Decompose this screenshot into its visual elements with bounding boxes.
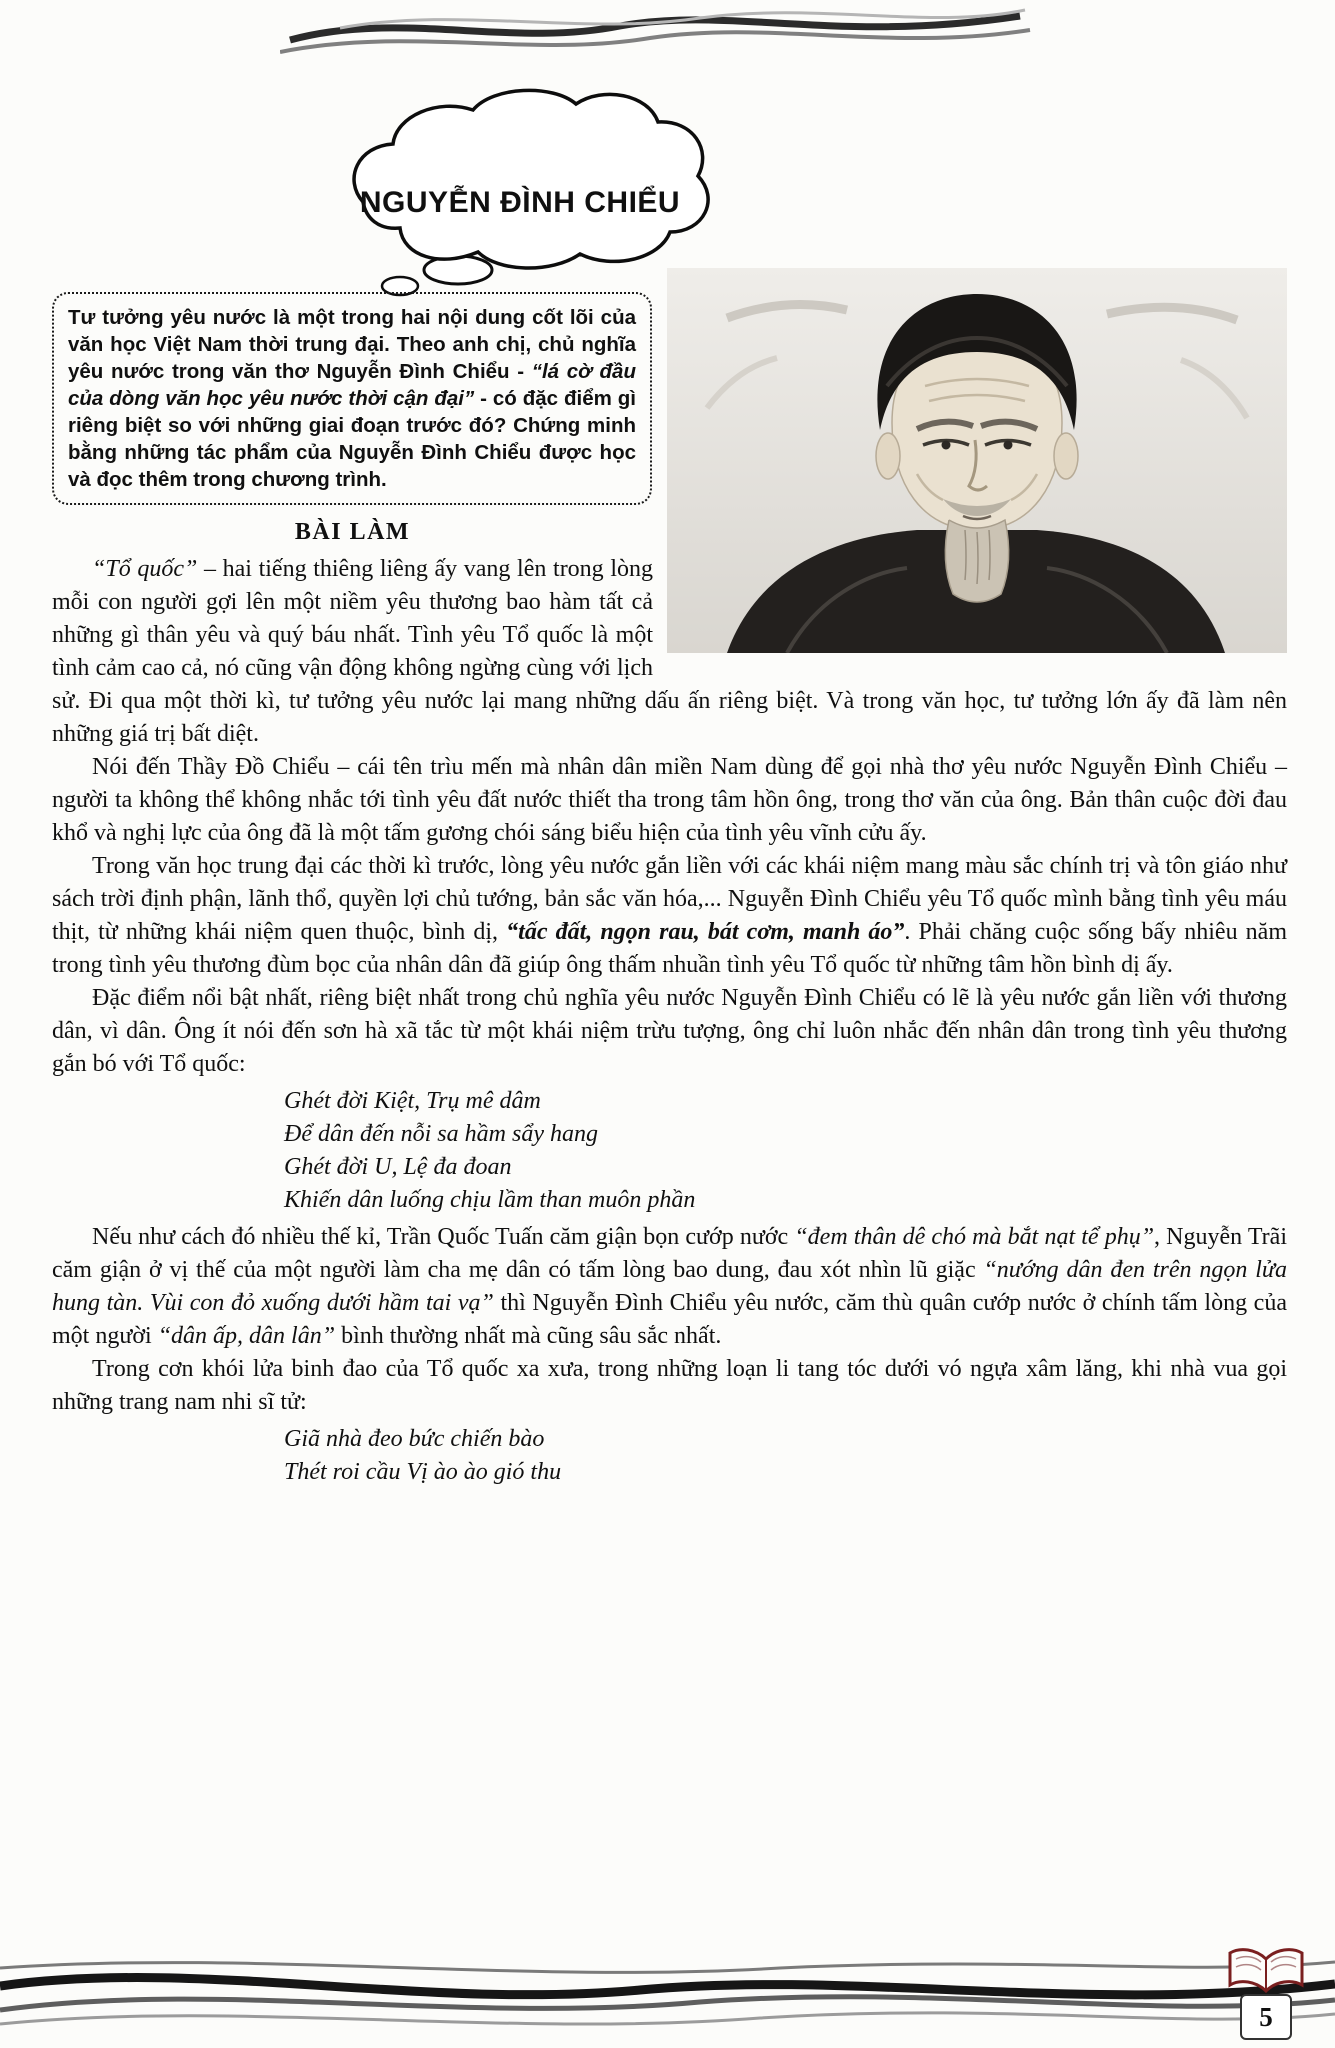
essay-paragraph: “Tổ quốc” – hai tiếng thiêng liêng ấy vang lên trong lòng mỗi con người gợi lên một niềm yêu thương bao hàm tất cả những gì thân yêu và quý báu nhất. Tình yêu Tổ quốc là một tình cảm cao cả, nó cũng vận động không ngừng cùng với lịch sử. Đi qua một thời kì, tư tưởng yêu nước lại mang những dấu ấn riêng biệt. Và trong văn học, tư tưởng lớn ấy đã làm nên những giá trị bất diệt. xyxy=(52,556,1287,747)
page-number: 5 xyxy=(1240,1994,1292,2040)
content-area xyxy=(52,292,1287,1493)
poem-line: Thét roi cầu Vị ào ào gió thu xyxy=(284,1459,562,1485)
prompt-text: - có đặc điểm gì riêng biệt so với những giai đoạn trước đó? Chứng minh bằng những tác phẩm của Nguyễn Đình Chiểu được học và đọc thêm trong chương trình. xyxy=(68,387,636,491)
poem-quote xyxy=(284,1085,1287,1217)
page-title: NGUYỄN ĐÌNH CHIỂU xyxy=(359,186,681,219)
quoted-phrase: “đem thân dê chó mà bắt nạt tể phụ” xyxy=(794,1224,1155,1250)
essay-paragraph: Nếu như cách đó nhiều thế kỉ, Trần Quốc Tuấn căm giận bọn cướp nước “đem thân dê chó mà bắt nạt tể phụ”, Nguyễn Trãi căm giận ở vị thế của một người làm cha mẹ dân có tấm lòng bao dung, đau xót nhìn lũ giặc “nướng dân đen trên ngọn lửa hung tàn. Vùi con đỏ xuống dưới hầm tai vạ” thì Nguyễn Đình Chiểu yêu nước, căm thù quân cướp nước ở chính tấm lòng của một người “dân ấp, dân lân” bình thường nhất mà cũng sâu sắc nhất. xyxy=(52,1224,1287,1349)
wave-lines-top-icon xyxy=(280,0,1035,64)
title-cloud-bubble xyxy=(308,84,732,298)
essay-paragraph: Đặc điểm nổi bật nhất, riêng biệt nhất trong chủ nghĩa yêu nước Nguyễn Đình Chiểu có lẽ là yêu nước gắn liền với thương dân, vì dân. Ông ít nói đến sơn hà xã tắc từ một khái niệm trừu tượng, ông chỉ luôn nhắc đến nhân dân trong tình yêu thương gắn bó với Tổ quốc: xyxy=(52,985,1287,1077)
poem-line: Để dân đến nỗi sa hầm sẩy hang xyxy=(284,1121,598,1147)
poem-line: Khiến dân luống chịu lầm than muôn phần xyxy=(284,1187,696,1213)
essay-paragraph: Trong văn học trung đại các thời kì trước, lòng yêu nước gắn liền với các khái niệm mang màu sắc chính trị và tôn giáo như sách trời định phận, lãnh thổ, quyền lợi chủ tướng, bản sắc văn hóa,... Nguyễn Đình Chiểu yêu Tổ quốc mình bằng tình yêu máu thịt, từ những khái niệm quen thuộc, bình dị, “tấc đất, ngọn rau, bát cơm, manh áo”. Phải chăng cuộc sống bấy nhiêu năm trong tình yêu thương đùm bọc của nhân dân đã giúp ông thấm nhuần tình yêu Tổ quốc từ những tâm hồn bình dị ấy. xyxy=(52,853,1287,978)
essay-paragraph: Nói đến Thầy Đồ Chiểu – cái tên trìu mến mà nhân dân miền Nam dùng để gọi nhà thơ yêu nước Nguyễn Đình Chiểu – người ta không thể không nhắc tới tình yêu đất nước thiết tha trong tâm hồn ông, trong thơ văn của ông. Bản thân cuộc đời đau khổ và nghị lực của ông đã là một tấm gương chói sáng biểu hiện của tình yêu vĩnh cửu ấy. xyxy=(52,754,1287,846)
prompt-quote: “lá cờ đầu của dòng văn học yêu nước thời cận đại” xyxy=(68,360,636,410)
poem-line: Giã nhà đeo bức chiến bào xyxy=(284,1426,545,1452)
open-book-icon xyxy=(1226,1945,1306,1997)
quoted-term: “Tổ quốc” xyxy=(92,556,198,582)
page-number-badge xyxy=(1223,1945,1309,2040)
essay-paragraph: Trong cơn khói lửa binh đao của Tổ quốc xa xưa, trong những loạn li tang tóc dưới vó ngựa xâm lăng, khi nhà vua gọi những trang nam nhi sĩ tử: xyxy=(52,1356,1287,1415)
portrait-nguyen-dinh-chieu xyxy=(667,268,1287,653)
quoted-phrase: “dân ấp, dân lân” xyxy=(157,1323,336,1349)
assignment-prompt-box xyxy=(52,292,652,505)
poem-line: Ghét đời U, Lệ đa đoan xyxy=(284,1154,512,1180)
quoted-phrase: “nướng dân đen trên ngọn lửa hung tàn. Vùi con đỏ xuống dưới hầm tai vạ” xyxy=(52,1257,1287,1316)
poem-quote xyxy=(284,1423,1287,1489)
poem-line: Ghét đời Kiệt, Trụ mê dâm xyxy=(284,1088,541,1114)
quoted-phrase: “tấc đất, ngọn rau, bát cơm, manh áo” xyxy=(506,919,905,945)
essay-heading: BÀI LÀM xyxy=(294,519,411,545)
prompt-text: Tư tưởng yêu nước là một trong hai nội dung cốt lõi của văn học Việt Nam thời trung đại. Theo anh chị, chủ nghĩa yêu nước trong văn thơ Nguyễn Đình Chiểu - xyxy=(68,306,636,383)
wave-lines-bottom-icon xyxy=(0,1954,1335,2046)
